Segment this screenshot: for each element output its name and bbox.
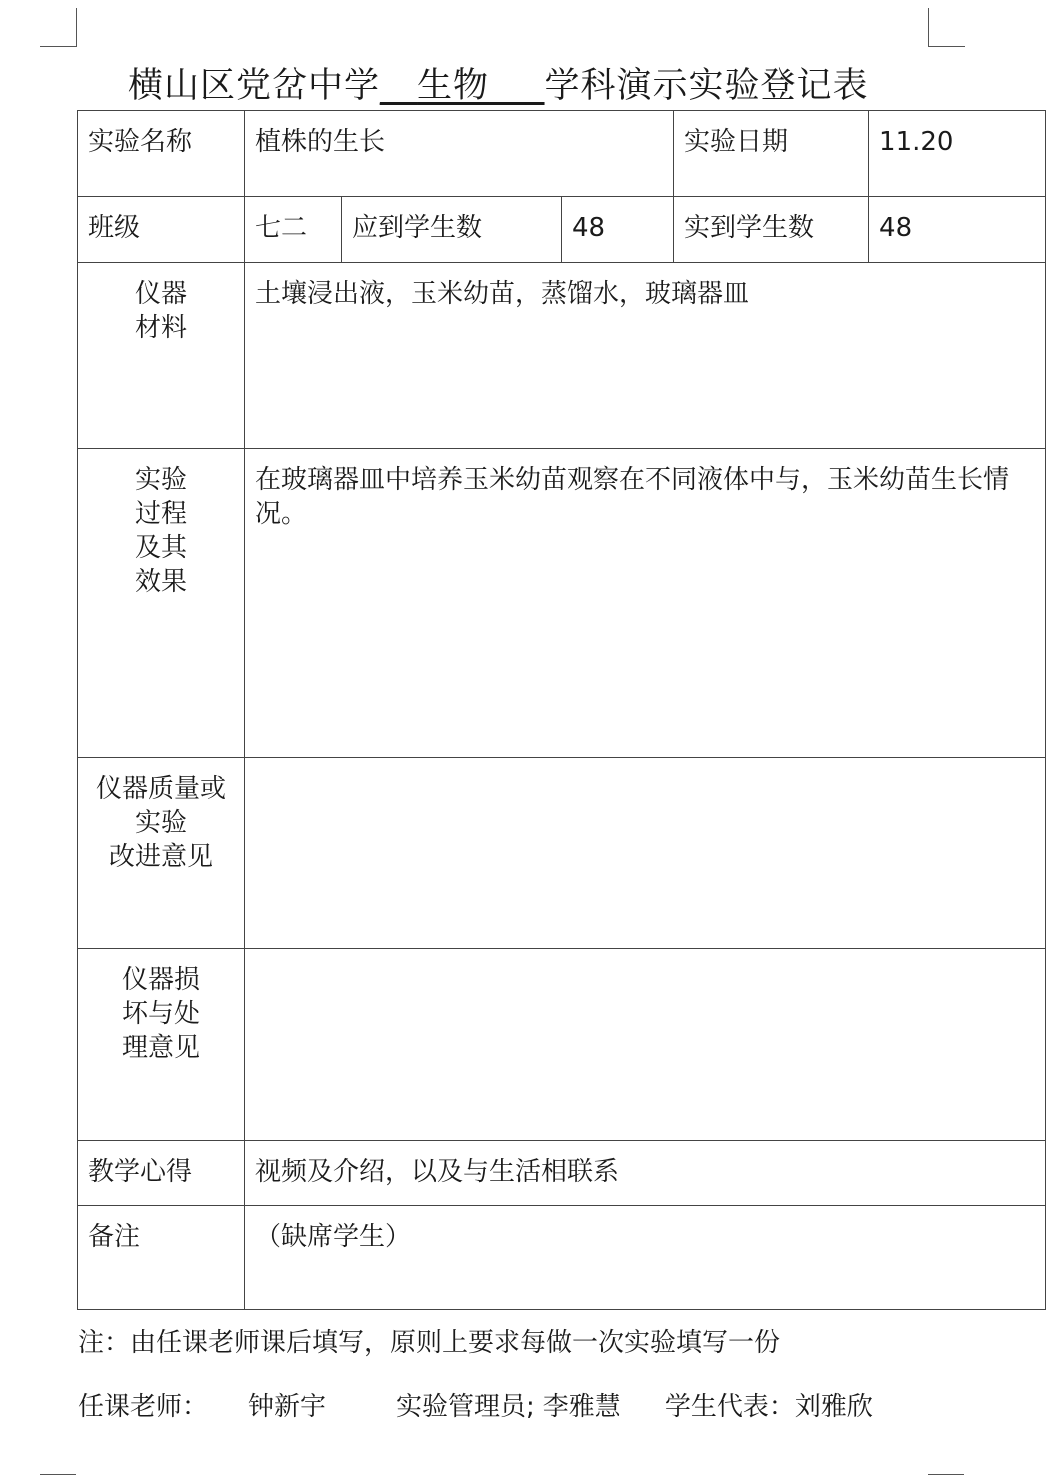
signature-line xyxy=(78,1386,873,1423)
teacher-name: 钟新宇 xyxy=(248,1392,327,1422)
student-rep-name: 刘雅欣 xyxy=(794,1392,873,1422)
value-date: 11.20 xyxy=(869,111,1046,197)
label-expected-students: 应到学生数 xyxy=(342,197,562,263)
corner-mark-bottom-left xyxy=(40,1474,76,1475)
value-process: 在玻璃器皿中培养玉米幼苗观察在不同液体中与，玉米幼苗生长情况。 xyxy=(245,449,1046,758)
row-experiment-name xyxy=(78,111,1046,197)
label-actual-students: 实到学生数 xyxy=(674,197,869,263)
row-materials xyxy=(78,263,1046,449)
value-quality xyxy=(245,758,1046,949)
value-materials: 土壤浸出液，玉米幼苗，蒸馏水，玻璃器皿 xyxy=(245,263,1046,449)
label-experiment-name: 实验名称 xyxy=(78,111,245,197)
form-title xyxy=(128,58,869,108)
title-blank-right: ___ xyxy=(489,66,545,106)
value-reflection: 视频及介绍，以及与生活相联系 xyxy=(245,1141,1046,1206)
corner-mark-top-left xyxy=(40,8,77,47)
title-suffix: 学科演示实验登记表 xyxy=(544,66,869,106)
title-subject: 生物 xyxy=(417,66,490,106)
teacher-label: 任课老师： xyxy=(78,1392,209,1422)
row-damage xyxy=(78,949,1046,1141)
label-class: 班级 xyxy=(78,197,245,263)
registration-table xyxy=(77,110,1046,1310)
label-reflection: 教学心得 xyxy=(78,1141,245,1206)
label-remark: 备注 xyxy=(78,1206,245,1310)
row-quality xyxy=(78,758,1046,949)
corner-mark-bottom-right xyxy=(928,1474,964,1475)
admin-name: 李雅慧 xyxy=(542,1392,621,1422)
label-quality: 仪器质量或 实验 改进意见 xyxy=(78,758,245,949)
title-school: 横山区党岔中学 xyxy=(128,66,381,106)
label-process: 实验 过程 及其 效果 xyxy=(78,449,245,758)
row-remark xyxy=(78,1206,1046,1310)
value-actual-students: 48 xyxy=(869,197,1046,263)
value-expected-students: 48 xyxy=(562,197,674,263)
title-blank-left: __ xyxy=(380,66,418,106)
row-reflection xyxy=(78,1141,1046,1206)
label-date: 实验日期 xyxy=(674,111,869,197)
footer-note: 注：由任课老师课后填写，原则上要求每做一次实验填写一份 xyxy=(78,1328,781,1358)
value-experiment-name: 植株的生长 xyxy=(245,111,674,197)
student-rep-label: 学生代表： xyxy=(664,1392,795,1422)
label-materials: 仪器 材料 xyxy=(78,263,245,449)
value-damage xyxy=(245,949,1046,1141)
row-process xyxy=(78,449,1046,758)
label-damage: 仪器损 坏与处 理意见 xyxy=(78,949,245,1141)
corner-mark-top-right xyxy=(928,8,965,47)
admin-label: 实验管理员; xyxy=(396,1392,535,1422)
value-remark: （缺席学生） xyxy=(245,1206,1046,1310)
row-class xyxy=(78,197,1046,263)
value-class: 七二 xyxy=(245,197,342,263)
